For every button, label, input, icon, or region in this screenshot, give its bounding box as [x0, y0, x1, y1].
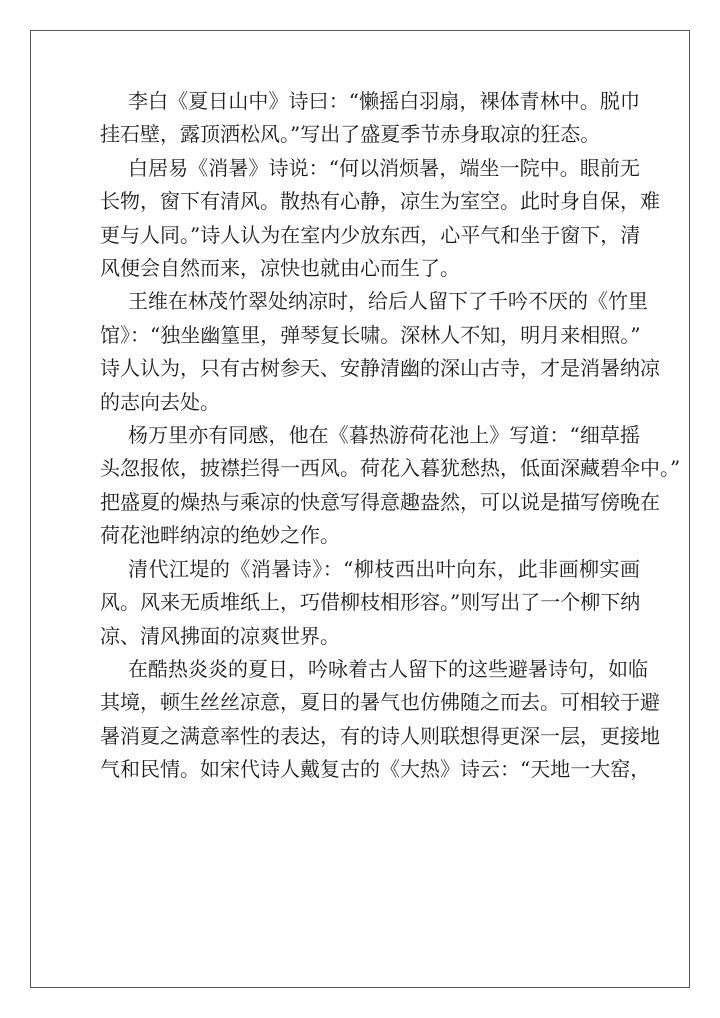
text-line: 馆》：“独坐幽篁里，弹琴复长啸。深林人不知，明月来相照。”: [100, 322, 641, 347]
text-line: 的志向去处。: [100, 389, 220, 414]
paragraph: [100, 653, 660, 787]
paragraph: [100, 285, 660, 419]
text-line: 在酷热炎炎的夏日，吟咏着古人留下的这些避暑诗句，如临: [128, 656, 648, 681]
text-line: 风。风来无质堆纸上，巧借柳枝相形容。”则写出了一个柳下纳: [100, 590, 641, 615]
text-line: 其境，顿生丝丝凉意，夏日的暑气也仿佛随之而去。可相较于避: [100, 690, 660, 715]
text-line: 诗人认为，只有古树参天、安静清幽的深山古寺，才是消暑纳凉: [100, 356, 660, 381]
text-line: 风便会自然而来，凉快也就由心而生了。: [100, 256, 460, 281]
text-line: 荷花池畔纳凉的绝妙之作。: [100, 523, 340, 548]
paragraph: [100, 152, 660, 286]
text-line: 把盛夏的燥热与乘凉的快意写得意趣盎然，可以说是描写傍晚在: [100, 489, 660, 514]
paragraph: [100, 85, 640, 152]
text-line: 更与人同。”诗人认为在室内少放东西，心平气和坐于窗下，清: [100, 222, 641, 247]
text-line: 暑消夏之满意率性的表达，有的诗人则联想得更深一层，更接地: [100, 723, 660, 748]
paragraph: [100, 553, 640, 653]
paragraph: [100, 419, 681, 553]
text-line: 头忽报侬，披襟拦得一西风。荷花入暮犹愁热，低面深藏碧伞中。”: [100, 456, 681, 481]
document-body: [100, 85, 681, 787]
text-line: 王维在林茂竹翠处纳凉时，给后人留下了千吟不厌的《竹里: [128, 289, 648, 314]
text-line: 挂石壁，露顶洒松风。”写出了盛夏季节赤身取凉的狂态。: [100, 122, 601, 147]
text-line: 长物，窗下有清风。散热有心静，凉生为室空。此时身自保，难: [100, 189, 660, 214]
text-line: 清代江堤的《消暑诗》：“柳枝西出叶向东，此非画柳实画: [128, 556, 640, 581]
text-line: 杨万里亦有同感，他在《暮热游荷花池上》写道：“细草摇: [128, 423, 640, 448]
text-line: 气和民情。如宋代诗人戴复古的《大热》诗云：“天地一大窑，: [100, 757, 651, 782]
text-line: 凉、清风拂面的凉爽世界。: [100, 623, 340, 648]
text-line: 白居易《消暑》诗说：“何以消烦暑，端坐一院中。眼前无: [128, 155, 640, 180]
text-line: 李白《夏日山中》诗曰：“懒摇白羽扇，裸体青林中。脱巾: [128, 89, 640, 113]
